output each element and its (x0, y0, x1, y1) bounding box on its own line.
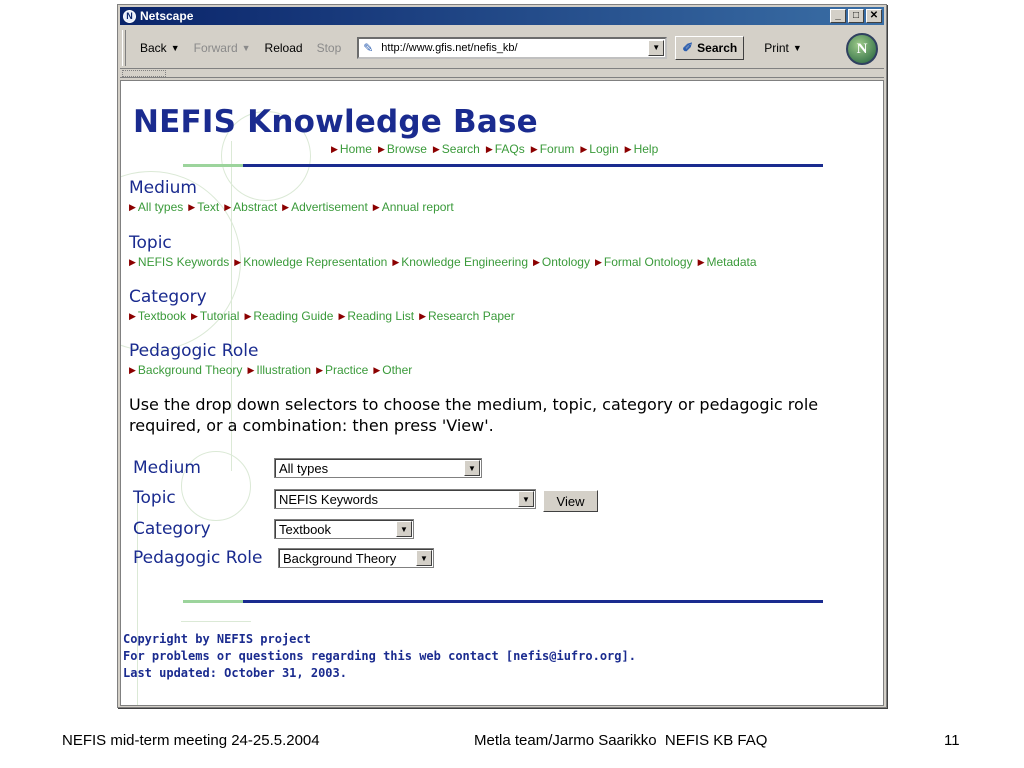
link-topic-nefis-keywords[interactable]: ▶ NEFIS Keywords (129, 255, 230, 269)
nav-link-login[interactable]: ▶ Login (580, 142, 619, 156)
forward-dropdown-icon[interactable]: ▼ (241, 42, 251, 53)
topic-select[interactable]: NEFIS Keywords ▼ (274, 489, 536, 509)
section-title-topic: Topic (129, 233, 172, 253)
link-role-background-theory[interactable]: ▶ Background Theory (129, 363, 243, 377)
link-role-other[interactable]: ▶ Other (373, 363, 413, 377)
link-medium-all-types[interactable]: ▶ All types (129, 200, 184, 214)
page-title: NEFIS Knowledge Base (133, 104, 538, 140)
link-category-research-paper[interactable]: ▶ Research Paper (419, 309, 515, 323)
title-bar[interactable] (120, 7, 884, 25)
bullet-arrow-icon: ▶ (624, 143, 632, 154)
print-button[interactable]: Print ▼ (764, 40, 802, 55)
stop-button[interactable]: Stop (316, 40, 342, 55)
nav-link-faqs[interactable]: ▶ FAQs (485, 142, 525, 156)
back-button[interactable]: Back ▼ (140, 40, 180, 55)
topic-links (129, 255, 757, 269)
footer-divider (183, 600, 823, 603)
slide-footer-left: NEFIS mid-term meeting 24-25.5.2004 (62, 732, 320, 749)
netscape-app-icon: N (123, 10, 136, 23)
section-title-pedagogic-role: Pedagogic Role (129, 341, 259, 361)
instructions-text: Use the drop down selectors to choose the medium, topic, category or pedagogic role required, or a combination: then press 'View'. (129, 395, 819, 435)
search-icon: ✐ (682, 39, 694, 55)
nav-link-browse[interactable]: ▶ Browse (377, 142, 427, 156)
personal-toolbar-collapsed[interactable] (120, 69, 884, 78)
page-proxy-icon[interactable]: ✎ (363, 40, 374, 55)
close-icon[interactable]: ✕ (866, 9, 882, 23)
topic-label: Topic (133, 488, 176, 508)
reload-button[interactable]: Reload (264, 40, 303, 55)
link-category-textbook[interactable]: ▶ Textbook (129, 309, 186, 323)
link-medium-abstract[interactable]: ▶ Abstract (224, 200, 278, 214)
top-navigation (331, 142, 658, 156)
window-title: Netscape (140, 9, 194, 23)
window-controls (830, 9, 882, 23)
navigation-toolbar (120, 27, 884, 69)
medium-select[interactable]: All types ▼ (274, 458, 482, 478)
search-button[interactable]: ✐ Search (675, 36, 744, 60)
section-title-medium: Medium (129, 178, 197, 198)
chevron-down-icon[interactable]: ▼ (416, 550, 432, 566)
contact-line: For problems or questions regarding this web contact [nefis@iufro.org]. (123, 649, 636, 663)
toolbar-grip[interactable] (122, 70, 166, 77)
background-decoration (181, 621, 251, 622)
medium-label: Medium (133, 458, 201, 478)
back-dropdown-icon[interactable]: ▼ (170, 42, 180, 53)
last-updated-text: Last updated: October 31, 2003. (123, 666, 347, 680)
nav-link-search[interactable]: ▶ Search (432, 142, 480, 156)
pedagogic-role-label: Pedagogic Role (133, 548, 263, 568)
link-role-practice[interactable]: ▶ Practice (316, 363, 369, 377)
link-topic-knowledge-engineering[interactable]: ▶ Knowledge Engineering (392, 255, 528, 269)
bullet-arrow-icon: ▶ (377, 143, 385, 154)
medium-links (129, 200, 454, 214)
link-role-illustration[interactable]: ▶ Illustration (247, 363, 312, 377)
url-text[interactable]: http://www.gfis.net/nefis_kb/ (381, 41, 518, 54)
nav-link-forum[interactable]: ▶ Forum (530, 142, 575, 156)
page-content (120, 80, 884, 706)
link-topic-formal-ontology[interactable]: ▶ Formal Ontology (594, 255, 693, 269)
pedagogic-role-links (129, 363, 412, 377)
link-medium-text[interactable]: ▶ Text (188, 200, 220, 214)
page-footer (123, 631, 636, 682)
category-links (129, 309, 515, 323)
chevron-down-icon[interactable]: ▼ (464, 460, 480, 476)
nav-link-help[interactable]: ▶ Help (624, 142, 659, 156)
forward-button[interactable]: Forward ▼ (193, 40, 251, 55)
bullet-arrow-icon: ▶ (432, 143, 440, 154)
link-category-reading-list[interactable]: ▶ Reading List (338, 309, 415, 323)
section-title-category: Category (129, 287, 207, 307)
link-category-tutorial[interactable]: ▶ Tutorial (190, 309, 240, 323)
toolbar-grip[interactable] (122, 30, 126, 66)
slide-page-number: 11 (944, 732, 960, 749)
link-topic-knowledge-representation[interactable]: ▶ Knowledge Representation (234, 255, 388, 269)
pedagogic-role-select[interactable]: Background Theory ▼ (278, 548, 434, 568)
minimize-icon[interactable]: _ (830, 9, 846, 23)
netscape-logo-icon[interactable]: N (846, 33, 878, 65)
link-topic-metadata[interactable]: ▶ Metadata (697, 255, 757, 269)
nav-link-home[interactable]: ▶ Home (331, 142, 372, 156)
link-topic-ontology[interactable]: ▶ Ontology (533, 255, 590, 269)
copyright-text: Copyright by NEFIS project (123, 632, 311, 646)
header-divider (183, 164, 823, 167)
view-button[interactable]: View (543, 490, 598, 512)
print-dropdown-icon[interactable]: ▼ (792, 42, 802, 53)
link-category-reading-guide[interactable]: ▶ Reading Guide (244, 309, 334, 323)
url-dropdown-icon[interactable]: ▼ (648, 40, 664, 56)
bullet-arrow-icon: ▶ (530, 143, 538, 154)
bullet-arrow-icon: ▶ (580, 143, 588, 154)
slide-footer-center: Metla team/Jarmo Saarikko NEFIS KB FAQ (474, 732, 768, 749)
category-label: Category (133, 519, 211, 539)
chevron-down-icon[interactable]: ▼ (396, 521, 412, 537)
link-medium-annual-report[interactable]: ▶ Annual report (372, 200, 454, 214)
link-medium-advertisement[interactable]: ▶ Advertisement (282, 200, 368, 214)
url-field[interactable] (357, 37, 667, 59)
contact-email-link[interactable]: [nefis@iufro.org] (505, 649, 629, 663)
browser-window (117, 4, 887, 708)
maximize-icon[interactable]: □ (848, 9, 864, 23)
chevron-down-icon[interactable]: ▼ (518, 491, 534, 507)
category-select[interactable]: Textbook ▼ (274, 519, 414, 539)
bullet-arrow-icon: ▶ (331, 143, 338, 154)
bullet-arrow-icon: ▶ (485, 143, 493, 154)
